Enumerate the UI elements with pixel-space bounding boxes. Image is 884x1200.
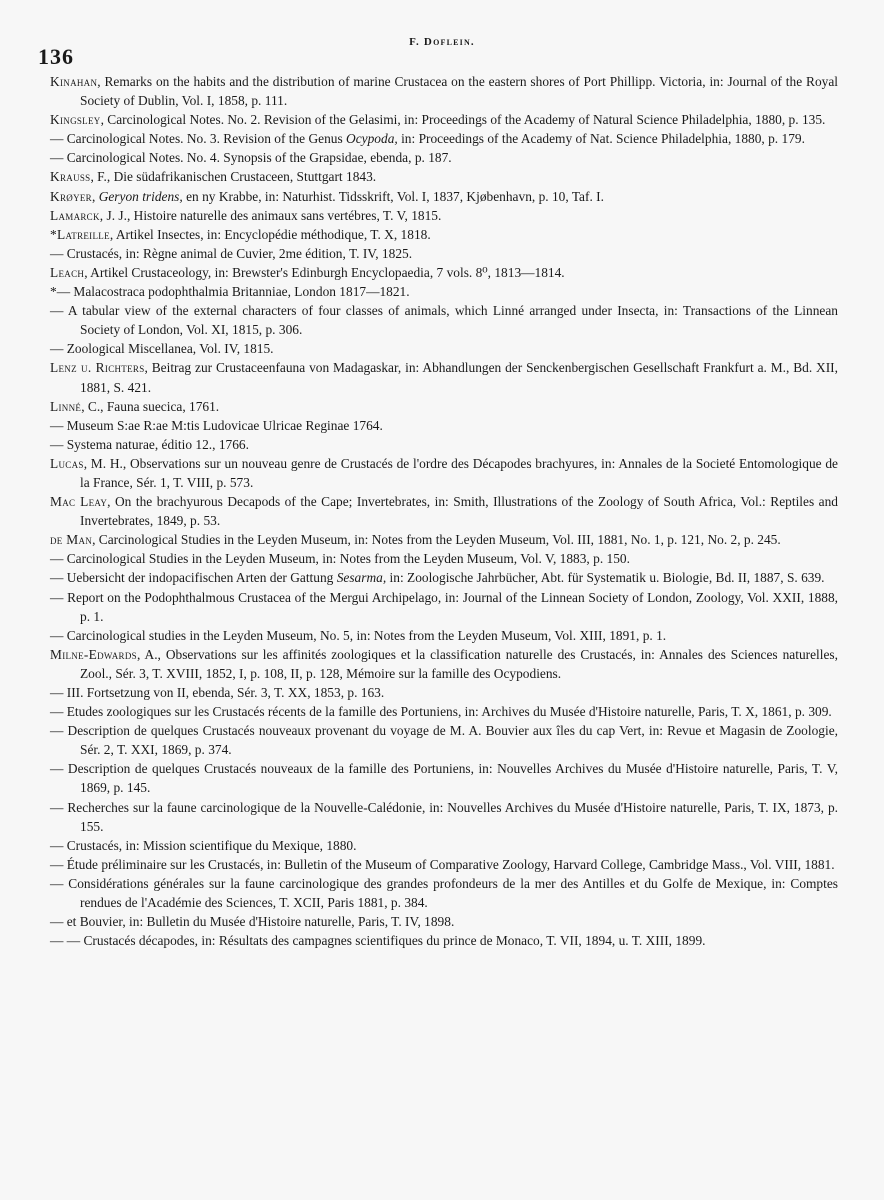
entry-text: in: Proceedings of the Academy of Nat. Science Philadelphia, 1880, p. 179. bbox=[397, 131, 805, 147]
entry-author: de Man bbox=[50, 532, 93, 548]
entry-pre: — Description de quelques Crustacés nouveaux de la famille des Portuniens, in: Nouvelles Archives du Musée d'Histoire naturelle, Paris, T. V, 1869, p. 145. bbox=[50, 761, 838, 796]
bibliography-entry bbox=[50, 244, 838, 263]
entry-author: Krøyer bbox=[50, 188, 92, 204]
bibliography-entry bbox=[50, 301, 838, 339]
entry-text: , Artikel Crustaceology, in: Brewster's Edinburgh Encyclopaedia, 7 vols. 8⁰, 1813—1814. bbox=[84, 264, 565, 280]
entry-pre: — Uebersicht der indopacifischen Arten der Gattung bbox=[50, 570, 337, 586]
entry-text: , M. H., Observations sur un nouveau genre de Crustacés de l'ordre des Décapodes brachyures, in: Annales de la Societé Entomologique de la France, Sér. 1, T. VIII, p. 573. bbox=[80, 455, 838, 490]
bibliography-entry bbox=[50, 187, 838, 206]
entry-pre: — Carcinological Studies in the Leyden Museum, in: Notes from the Leyden Museum, Vol. V, 1883, p. 150. bbox=[50, 551, 630, 567]
bibliography-entry bbox=[50, 72, 838, 110]
entry-author: Milne-Edwards bbox=[50, 646, 137, 662]
entry-text: , Carcinological Studies in the Leyden Museum, in: Notes from the Leyden Museum, Vol. III, 1881, No. 1, p. 121, No. 2, p. 245. bbox=[92, 532, 781, 548]
bibliography-entry bbox=[50, 702, 838, 721]
entry-pre: — Carcinological Notes. No. 4. Synopsis of the Grapsidae, ebenda, p. 187. bbox=[50, 150, 452, 166]
entry-pre: — Carcinological Notes. No. 3. Revision of the Genus bbox=[50, 131, 347, 147]
entry-text: , Carcinological Notes. No. 2. Revision of the Gelasimi, in: Proceedings of the Academy of Natural Science Philadelphia, 1880, p. 135. bbox=[100, 112, 826, 128]
entry-pre: — Considérations générales sur la faune carcinologique des grandes profondeurs de la mer des Antilles et du Golfe de Mexique, in: Comptes rendues de l'Académie des Sciences, T. XCII, Paris 1881, p. 384. bbox=[50, 875, 838, 911]
bibliography-entry bbox=[50, 798, 838, 836]
entry-author: Kingsley bbox=[50, 112, 101, 128]
page-number: 136 bbox=[38, 44, 74, 69]
entry-text: , C., Fauna suecica, 1761. bbox=[81, 398, 220, 414]
entry-text: in: Zoologische Jahrbücher, Abt. für Systematik u. Biologie, Bd. II, 1887, S. 639. bbox=[386, 570, 825, 586]
entry-author: Lamarck bbox=[50, 207, 100, 223]
bibliography-entry bbox=[50, 874, 838, 912]
bibliography-entry bbox=[50, 225, 838, 244]
bibliography-entry bbox=[50, 206, 838, 225]
bibliography-entry bbox=[50, 683, 838, 702]
bibliography-entry bbox=[50, 435, 838, 454]
bibliography-entry bbox=[50, 568, 838, 587]
entry-italic: Geryon tridens, bbox=[98, 188, 183, 204]
bibliography-entry bbox=[50, 148, 838, 167]
bibliography-entry bbox=[50, 626, 838, 645]
bibliography-entry bbox=[50, 530, 838, 549]
bibliography-entry bbox=[50, 416, 838, 435]
bibliography-entry bbox=[50, 129, 838, 148]
entry-pre: — Zoological Miscellanea, Vol. IV, 1815. bbox=[50, 341, 274, 357]
entry-author: Lenz u. Richters bbox=[50, 360, 145, 376]
running-head: F. Doflein. bbox=[409, 36, 475, 48]
bibliography-entry bbox=[50, 836, 838, 855]
bibliography-entry bbox=[50, 263, 838, 282]
entry-author: Kinahan bbox=[50, 74, 98, 89]
entry-text: , F., Die südafrikanischen Crustaceen, Stuttgart 1843. bbox=[90, 169, 377, 185]
entry-pre: — Étude préliminaire sur les Crustacés, in: Bulletin of the Museum of Comparative Zoology, Harvard College, Cambridge Mass., Vol. VIII, 1881. bbox=[50, 856, 835, 872]
entry-text: , J. J., Histoire naturelle des animaux sans vertébres, T. V, 1815. bbox=[99, 207, 442, 223]
entry-italic: Ocypoda, bbox=[346, 131, 398, 147]
entry-pre: — Crustacés, in: Mission scientifique du Mexique, 1880. bbox=[50, 837, 357, 853]
entry-author: Mac Leay bbox=[50, 494, 108, 510]
entry-pre: — Report on the Podophthalmous Crustacea of the Mergui Archipelago, in: Journal of the Linnean Society of London, Zoology, Vol. XXII, 1888, p. 1. bbox=[50, 589, 838, 624]
entry-pre: — Description de quelques Crustacés nouveaux provenant du voyage de M. A. Bouvier aux îles du cap Vert, in: Revue et Magasin de Zoologie, Sér. 2, T. XXI, 1869, p. 374. bbox=[50, 723, 838, 758]
bibliography-entry bbox=[50, 454, 838, 492]
bibliography-list bbox=[50, 72, 838, 950]
entry-author: Lucas bbox=[50, 455, 84, 471]
entry-author: *Latreille bbox=[50, 226, 110, 242]
bibliography-entry bbox=[50, 397, 838, 416]
entry-author: Leach bbox=[50, 264, 85, 280]
entry-pre: *— Malacostraca podophthalmia Britanniae, London 1817—1821. bbox=[50, 284, 410, 300]
entry-pre: , bbox=[91, 188, 99, 204]
bibliography-entry bbox=[50, 492, 838, 530]
bibliography-entry bbox=[50, 855, 838, 874]
entry-pre: — — Crustacés décapodes, in: Résultats des campagnes scientifiques du prince de Monaco, T. VII, 1894, u. T. XIII, 1899. bbox=[50, 933, 706, 949]
bibliography-entry bbox=[50, 645, 838, 683]
bibliography-entry bbox=[50, 759, 838, 797]
entry-text: , Remarks on the habits and the distribution of marine Crustacea on the eastern shores of Port Phillipp. Victoria, in: Journal of the Royal Society of Dublin, Vol. I, 1858, p. 111. bbox=[80, 74, 838, 109]
entry-text: , Beitrag zur Crustaceenfauna von Madagaskar, in: Abhandlungen der Senckenbergischen Gesellschaft Frankfurt a. M., Bd. XII, 1881, S. 421. bbox=[80, 360, 838, 395]
entry-italic: Sesarma, bbox=[336, 570, 387, 586]
entry-text: en ny Krabbe, in: Naturhist. Tidsskrift, Vol. I, 1837, Kjøbenhavn, p. 10, Taf. I. bbox=[182, 188, 604, 204]
bibliography-entry bbox=[50, 931, 838, 950]
entry-pre: — Etudes zoologiques sur les Crustacés récents de la famille des Portuniens, in: Archives du Musée d'Histoire naturelle, Paris, T. X, 1861, p. 309. bbox=[50, 704, 832, 720]
entry-text: , Artikel Insectes, in: Encyclopédie méthodique, T. X, 1818. bbox=[109, 226, 431, 242]
entry-pre: — III. Fortsetzung von II, ebenda, Sér. 3, T. XX, 1853, p. 163. bbox=[50, 685, 385, 700]
bibliography-entry bbox=[50, 167, 838, 186]
entry-text: , On the brachyurous Decapods of the Cape; Invertebrates, in: Smith, Illustrations of the Zoology of South Africa, Vol.: Reptiles and Invertebrates, 1849, p. 53. bbox=[80, 494, 838, 529]
bibliography-entry bbox=[50, 549, 838, 568]
bibliography-entry bbox=[50, 912, 838, 931]
entry-pre: — et Bouvier, in: Bulletin du Musée d'Histoire naturelle, Paris, T. IV, 1898. bbox=[50, 914, 455, 930]
entry-pre: — Recherches sur la faune carcinologique de la Nouvelle-Calédonie, in: Nouvelles Archives du Musée d'Histoire naturelle, Paris, T. IX, 1873, p. 155. bbox=[50, 799, 838, 834]
entry-pre: — Museum S:ae R:ae M:tis Ludovicae Ulricae Reginae 1764. bbox=[50, 417, 383, 433]
entry-text: , A., Observations sur les affinités zoologiques et la classification naturelle des Crustacés, in: Annales des Sciences naturelles, Zool., Sér. 3, T. XVIII, 1852, I, p. 108, II, p. 128, Mémoire sur la famille des Ocypodiens. bbox=[80, 646, 838, 681]
entry-pre: — A tabular view of the external characters of four classes of animals, which Linné arranged under Insecta, in: Transactions of the Linnean Society of London, Vol. XI, 1815, p. 306. bbox=[50, 303, 838, 338]
entry-author: Krauss bbox=[50, 169, 91, 185]
bibliography-entry bbox=[50, 282, 838, 301]
bibliography-entry bbox=[50, 110, 838, 129]
bibliography-entry bbox=[50, 588, 838, 626]
bibliography-entry bbox=[50, 721, 838, 759]
bibliography-entry bbox=[50, 358, 838, 396]
bibliography-entry bbox=[50, 339, 838, 358]
entry-pre: — Crustacés, in: Règne animal de Cuvier, 2me édition, T. IV, 1825. bbox=[50, 245, 413, 261]
entry-author: Linné bbox=[50, 398, 82, 414]
entry-pre: — Carcinological studies in the Leyden Museum, No. 5, in: Notes from the Leyden Museum, Vol. XIII, 1891, p. 1. bbox=[50, 627, 667, 643]
entry-pre: — Systema naturae, éditio 12., 1766. bbox=[50, 436, 249, 452]
